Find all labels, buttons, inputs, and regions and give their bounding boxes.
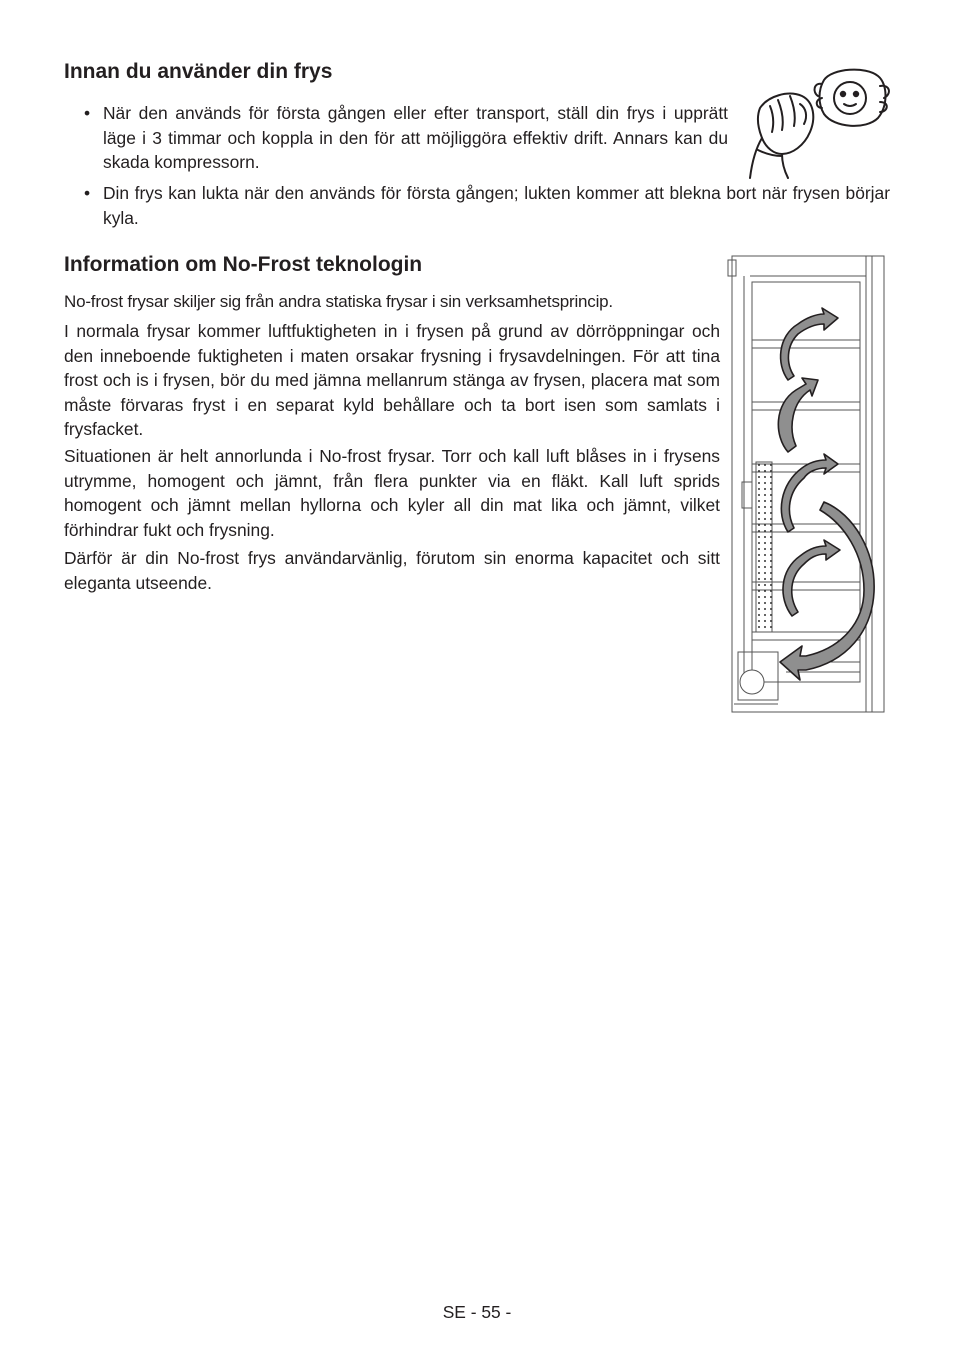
bullet-symbol: • — [84, 183, 91, 203]
bullet-item-transport — [84, 101, 728, 175]
bullet-text-smell: Din frys kan lukta när den används för första gången; lukten kommer att blekna bort när frysen börjar kyla. — [103, 183, 890, 228]
paragraph-conclusion: Därför är din No-frost frys användarvänlig, förutom sin enorma kapacitet och sitt eleganta utseende. — [64, 548, 720, 593]
heading-no-frost: Information om No-Frost teknologin — [64, 253, 423, 276]
paragraph-normal-freezers: I normala frysar kommer luftfuktigheten in i frysen på grund av dörröppningar och den inneboende fuktigheten i maten orsakar frysning i frysavdelningen. För att tina frost och is i frysen, bör du med jämna mellanrum stänga av frysen, placera mat som måste förvaras fryst i en separat kyld behållare och ta bort isen som samlats i frysfacket. — [64, 321, 720, 440]
paragraph-intro: No-frost frysar skiljer sig från andra statiska frysar i sin verksamhetsprincip. — [64, 292, 613, 311]
page-number: SE - 55 - — [442, 1302, 512, 1322]
bullet-symbol: • — [84, 103, 91, 123]
heading-before-use: Innan du använder din frys — [64, 60, 333, 83]
bullet-text-transport: När den används för första gången eller efter transport, ställ din frys i upprätt läge i 3 timmar och koppla in den för att möjliggöra effektiv drift. Annars kan du skada kompressorn. — [103, 103, 728, 173]
bullet-item-smell — [84, 181, 890, 231]
no-frost-airflow-diagram — [726, 252, 888, 718]
hand-plugging-socket-icon — [748, 62, 894, 180]
paragraph-no-frost-situation: Situationen är helt annorlunda i No-frost frysar. Torr och kall luft blåses in i frysens utrymme, homogent och jämnt, från flera punkter via en fläkt. Kall luft sprids homogent och jämnt mellan hyllorna och kyler all din mat lika och jämnt, vilket förhindrar fukt och frysning. — [64, 446, 720, 540]
